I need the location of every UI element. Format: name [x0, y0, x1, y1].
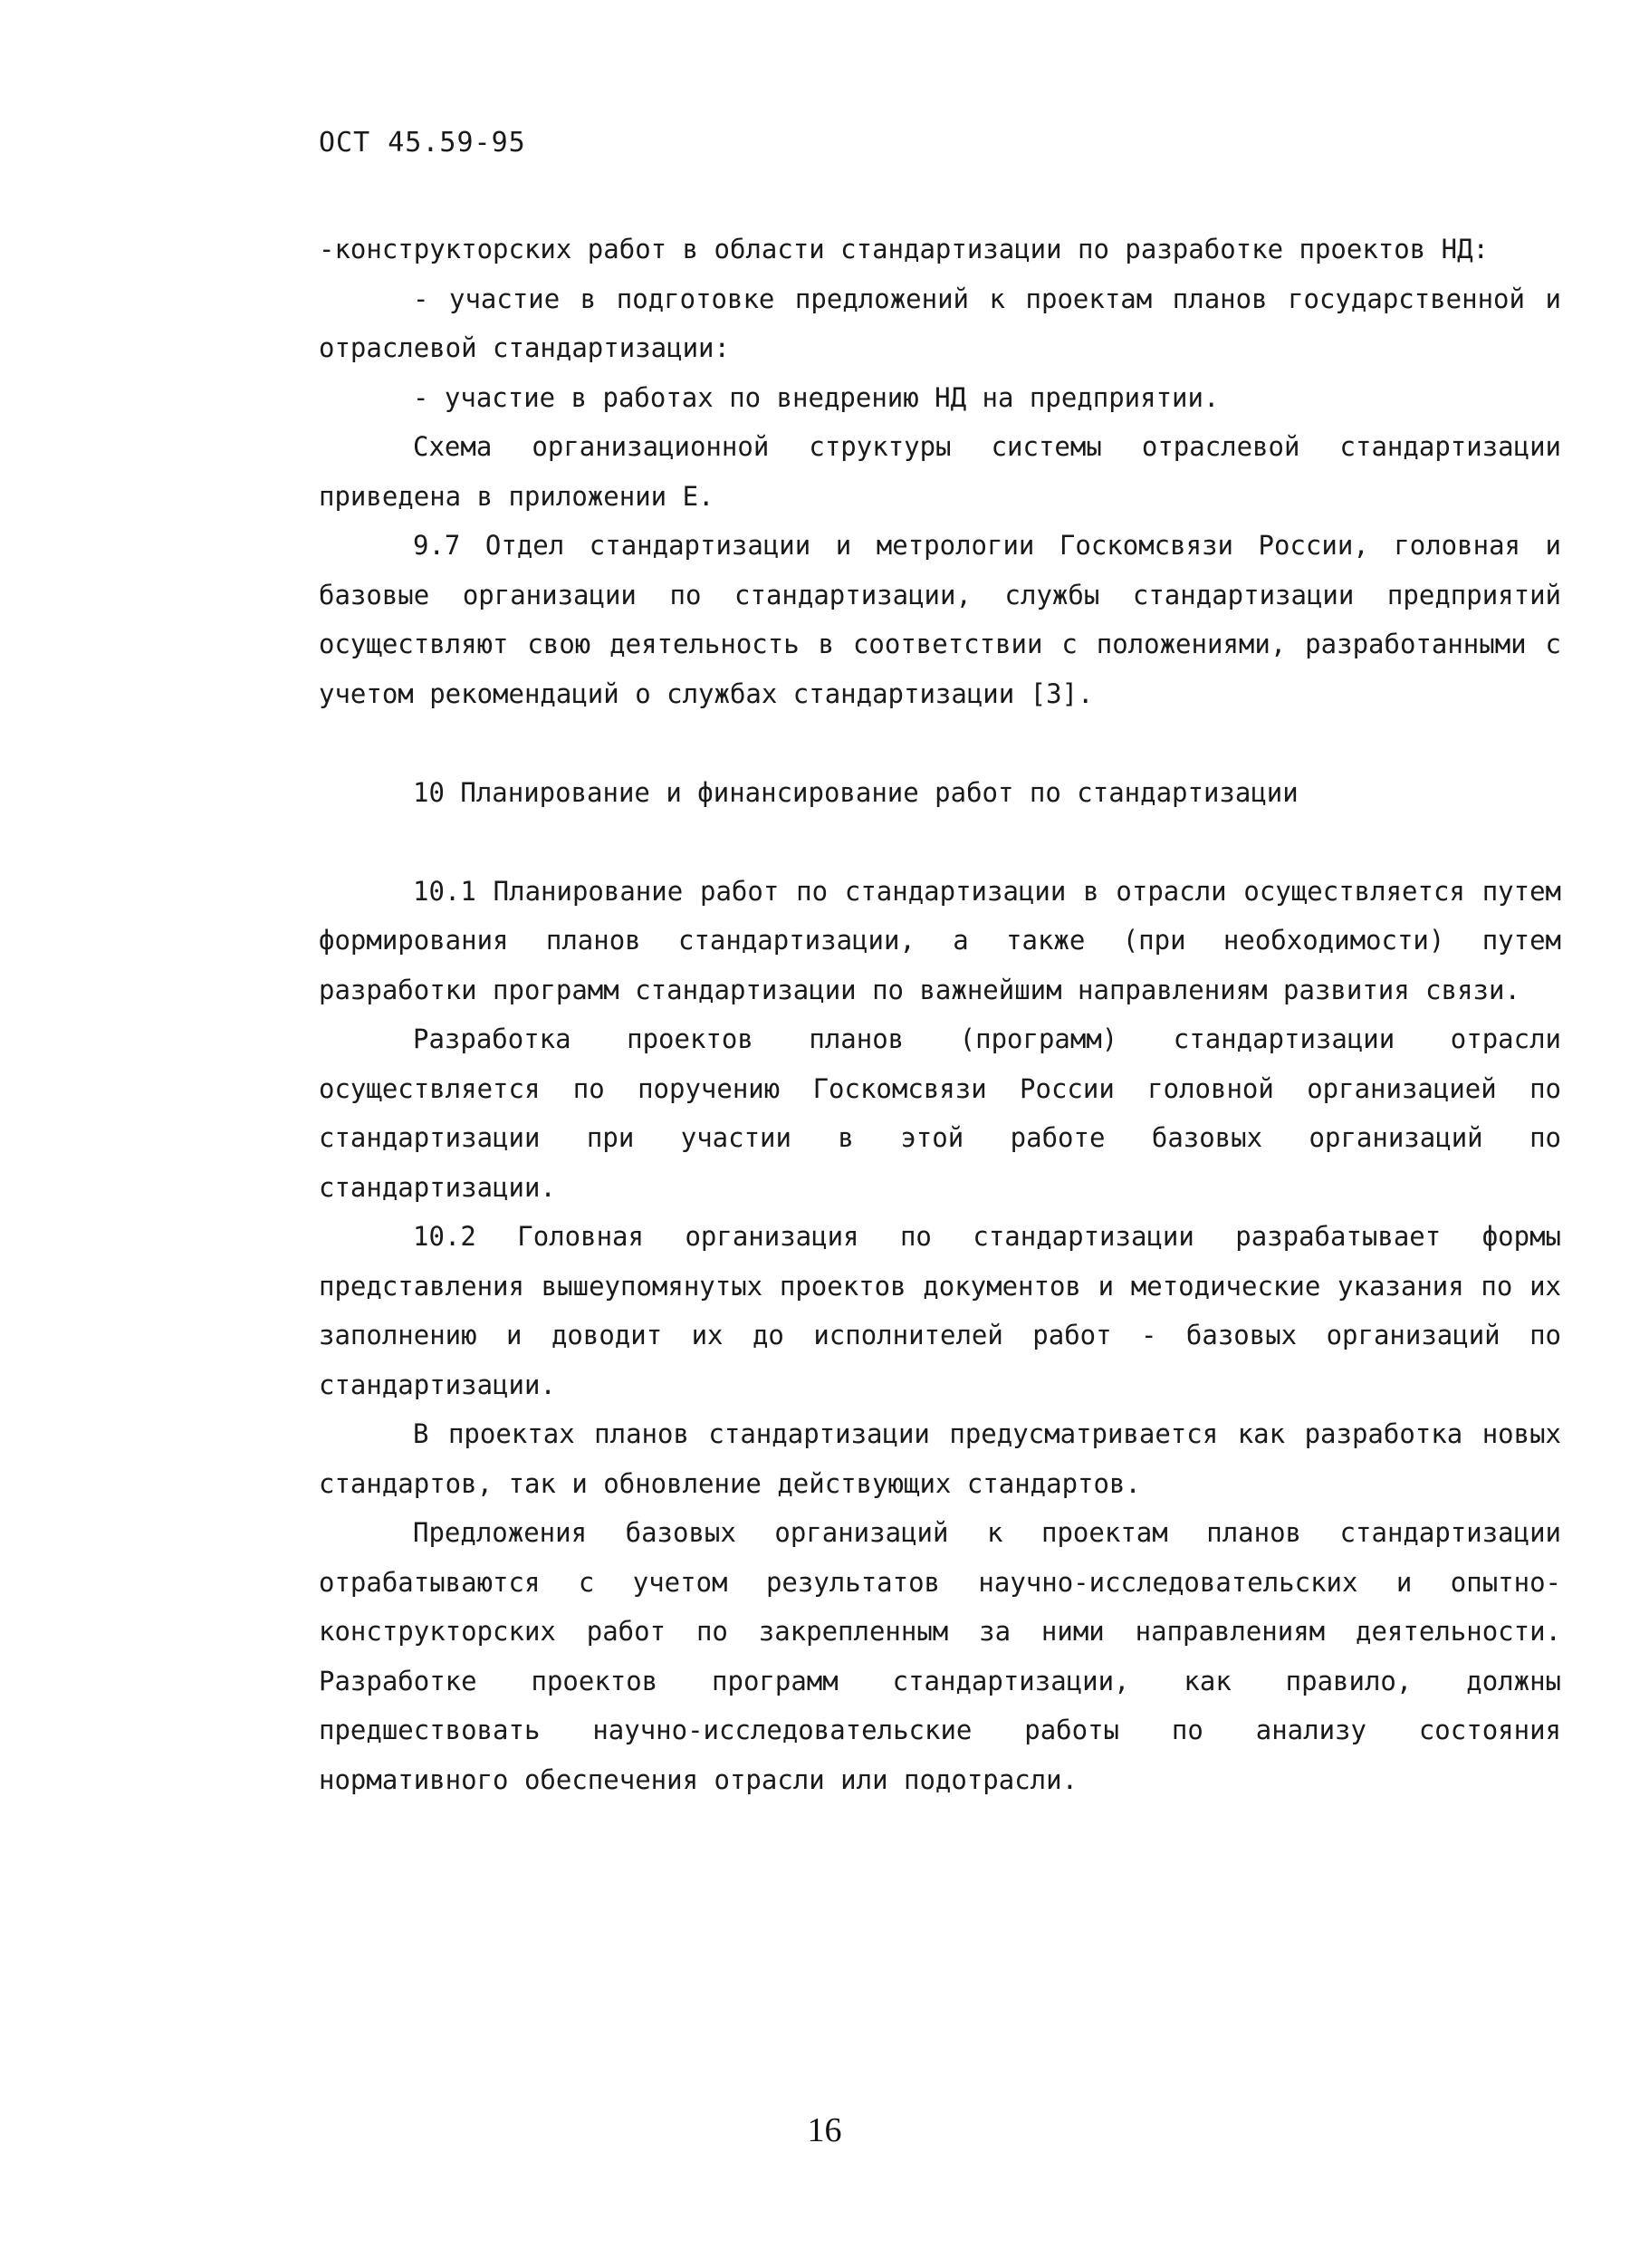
paragraph-plan-development: Разработка проектов планов (программ) стандартизации отрасли осуществляется по поручению Госкомсвязи России головной организацией по стандартизации при участии в этой работе базовых организаций по стандартизации.	[319, 1023, 1561, 1203]
list-item-proposals: - участие в подготовке предложений к проектам планов государственной и отраслевой стандартизации:	[319, 283, 1561, 363]
paragraph-continuation: -конструкторских работ в области стандартизации по разработке проектов НД:	[319, 234, 1490, 264]
section-heading: 10 Планирование и финансирование работ по стандартизации	[413, 776, 1299, 808]
paragraph-proposals: Предложения базовых организаций к проектам планов стандартизации отрабатываются с учетом результатов научно-исследовательских и опытно-конструкторских работ по закрепленным за ними направлениям деятельности. Разработке проектов программ стандартизации, как правило, должны предшествовать научно-исследовательские работы по анализу состояния нормативного обеспечения отрасли или подотрасли.	[319, 1517, 1561, 1795]
list-item-implementation: - участие в работах по внедрению НД на предприятии.	[413, 381, 1220, 413]
spacer	[319, 817, 1561, 867]
paragraph-9-7: 9.7 Отдел стандартизации и метрологии Госкомсвязи России, головная и базовые организации по стандартизации, службы стандартизации предприятий осуществляют свою деятельность в соответствии с положениями, разработанными с учетом рекомендаций о службах стандартизации [3].	[319, 530, 1561, 709]
paragraph-plan-content: В проектах планов стандартизации предусматривается как разработка новых стандартов, так и обновление действующих стандартов.	[319, 1418, 1561, 1499]
page-number: 16	[807, 2111, 842, 2149]
paragraph-scheme: Схема организационной структуры системы отраслевой стандартизации приведена в приложении Е.	[319, 431, 1561, 512]
spacer	[319, 718, 1561, 768]
document-body	[319, 225, 1561, 1804]
paragraph-10-2: 10.2 Головная организация по стандартизации разрабатывает формы представления вышеупомянутых проектов документов и методические указания по их заполнению и доводит их до исполнителей работ - базовых организаций по стандартизации.	[319, 1221, 1561, 1400]
paragraph-10-1: 10.1 Планирование работ по стандартизации в отрасли осуществляется путем формирования планов стандартизации, а также (при необходимости) путем разработки программ стандартизации по важнейшим направлениям развития связи.	[319, 875, 1561, 1005]
document-code: ОСТ 45.59-95	[319, 127, 526, 159]
